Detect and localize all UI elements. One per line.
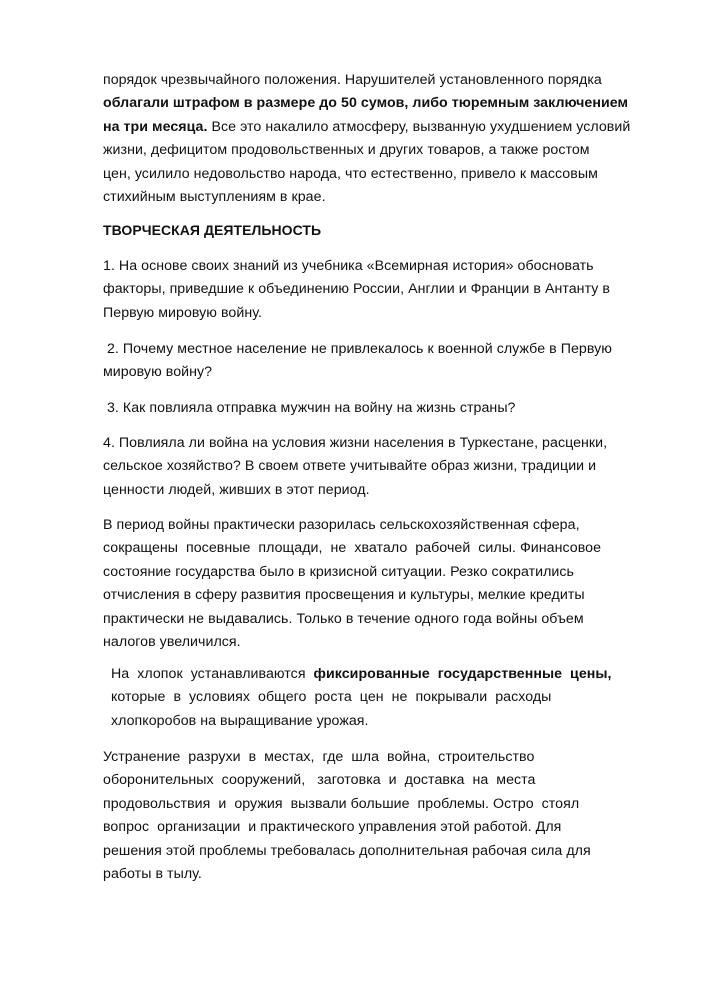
text-line: сокращены посевные площади, не хватало рабочей силы. Финансовое [103,540,602,557]
text-line: цен, усилило недовольство народа, что естественно, привело к массовым [103,165,598,182]
text-line: решения этой проблемы требовалась дополнительная рабочая сила для [103,842,591,859]
paragraph-cotton-prices [103,663,643,733]
text-line: сельское хозяйство? В своем ответе учитывайте образ жизни, традиции и [103,458,597,475]
text-line: продовольствия и оружия вызвали большие проблемы. Остро стоял [103,795,580,812]
question-3 [103,397,643,420]
text-line: В период войны практически разорилась сельскохозяйственная сфера, [103,517,580,533]
text-line: Устранение разрухи в местах, где шла война, строительство [103,749,535,765]
text-line: Первую мировую войну. [103,304,262,321]
text-line: хлопкоробов на выращивание урожая. [103,712,369,729]
paragraph-emergency-order [103,69,643,209]
text-line: факторы, приведшие к объединению России, Англии и Франции в Антанту в [103,281,610,298]
text-line: 3. Как повлияла отправка мужчин на войну на жизнь страны? [103,400,516,416]
text-line: стихийным выступлениям в крае. [103,189,326,206]
text-line: 2. Почему местное население не привлекалось к военной службе в Первую [103,341,612,357]
bold-phrase: на три месяца. [103,118,208,135]
question-1 [103,255,643,325]
text-line: практически не выдавались. Только в течение одного года войны объем [103,610,584,627]
text-line [103,663,643,686]
text-line: состояние государства было в кризисной ситуации. Резко сократились [103,563,574,580]
text-line: отчисления в сферу развития просвещения и культуры, мелкие кредиты [103,587,585,604]
text-fragment: Все это накалило атмосферу, вызванную ухудшением условий [207,118,631,135]
text-line: работы в тылу. [103,866,202,883]
text-line: ценности людей, живших в этот период. [103,481,370,498]
paragraph-war-period [103,514,643,654]
text-line: мировую войну? [103,364,213,381]
bold-phrase: фиксированные государственные цены, [313,666,612,682]
question-2 [103,338,643,385]
text-line-bold: облагали штрафом в размере до 50 сумов, либо тюремным заключением [103,95,629,112]
text-line: порядок чрезвычайного положения. Нарушителей установленного порядка [103,72,602,88]
paragraph-reconstruction [103,746,643,886]
text-line: налогов увеличился. [103,634,241,651]
text-line: оборонительных сооружений, заготовка и доставка на места [103,772,536,789]
text-line: жизни, дефицитом продовольственных и других товаров, а также ростом [103,142,590,159]
text-line: которые в условиях общего роста цен не покрывали расходы [103,689,552,706]
text-line: 4. Повлияла ли война на условия жизни населения в Туркестане, расценки, [103,435,608,451]
text-line: вопрос организации и практического управления этой работой. Для [103,819,562,836]
question-4 [103,432,643,502]
text-line: 1. На основе своих знаний из учебника «Всемирная история» обосновать [103,258,594,274]
section-heading: ТВОРЧЕСКАЯ ДЕЯТЕЛЬНОСТЬ [103,222,322,238]
text-fragment: На хлопок устанавливаются [103,666,314,682]
text-line [103,116,643,139]
